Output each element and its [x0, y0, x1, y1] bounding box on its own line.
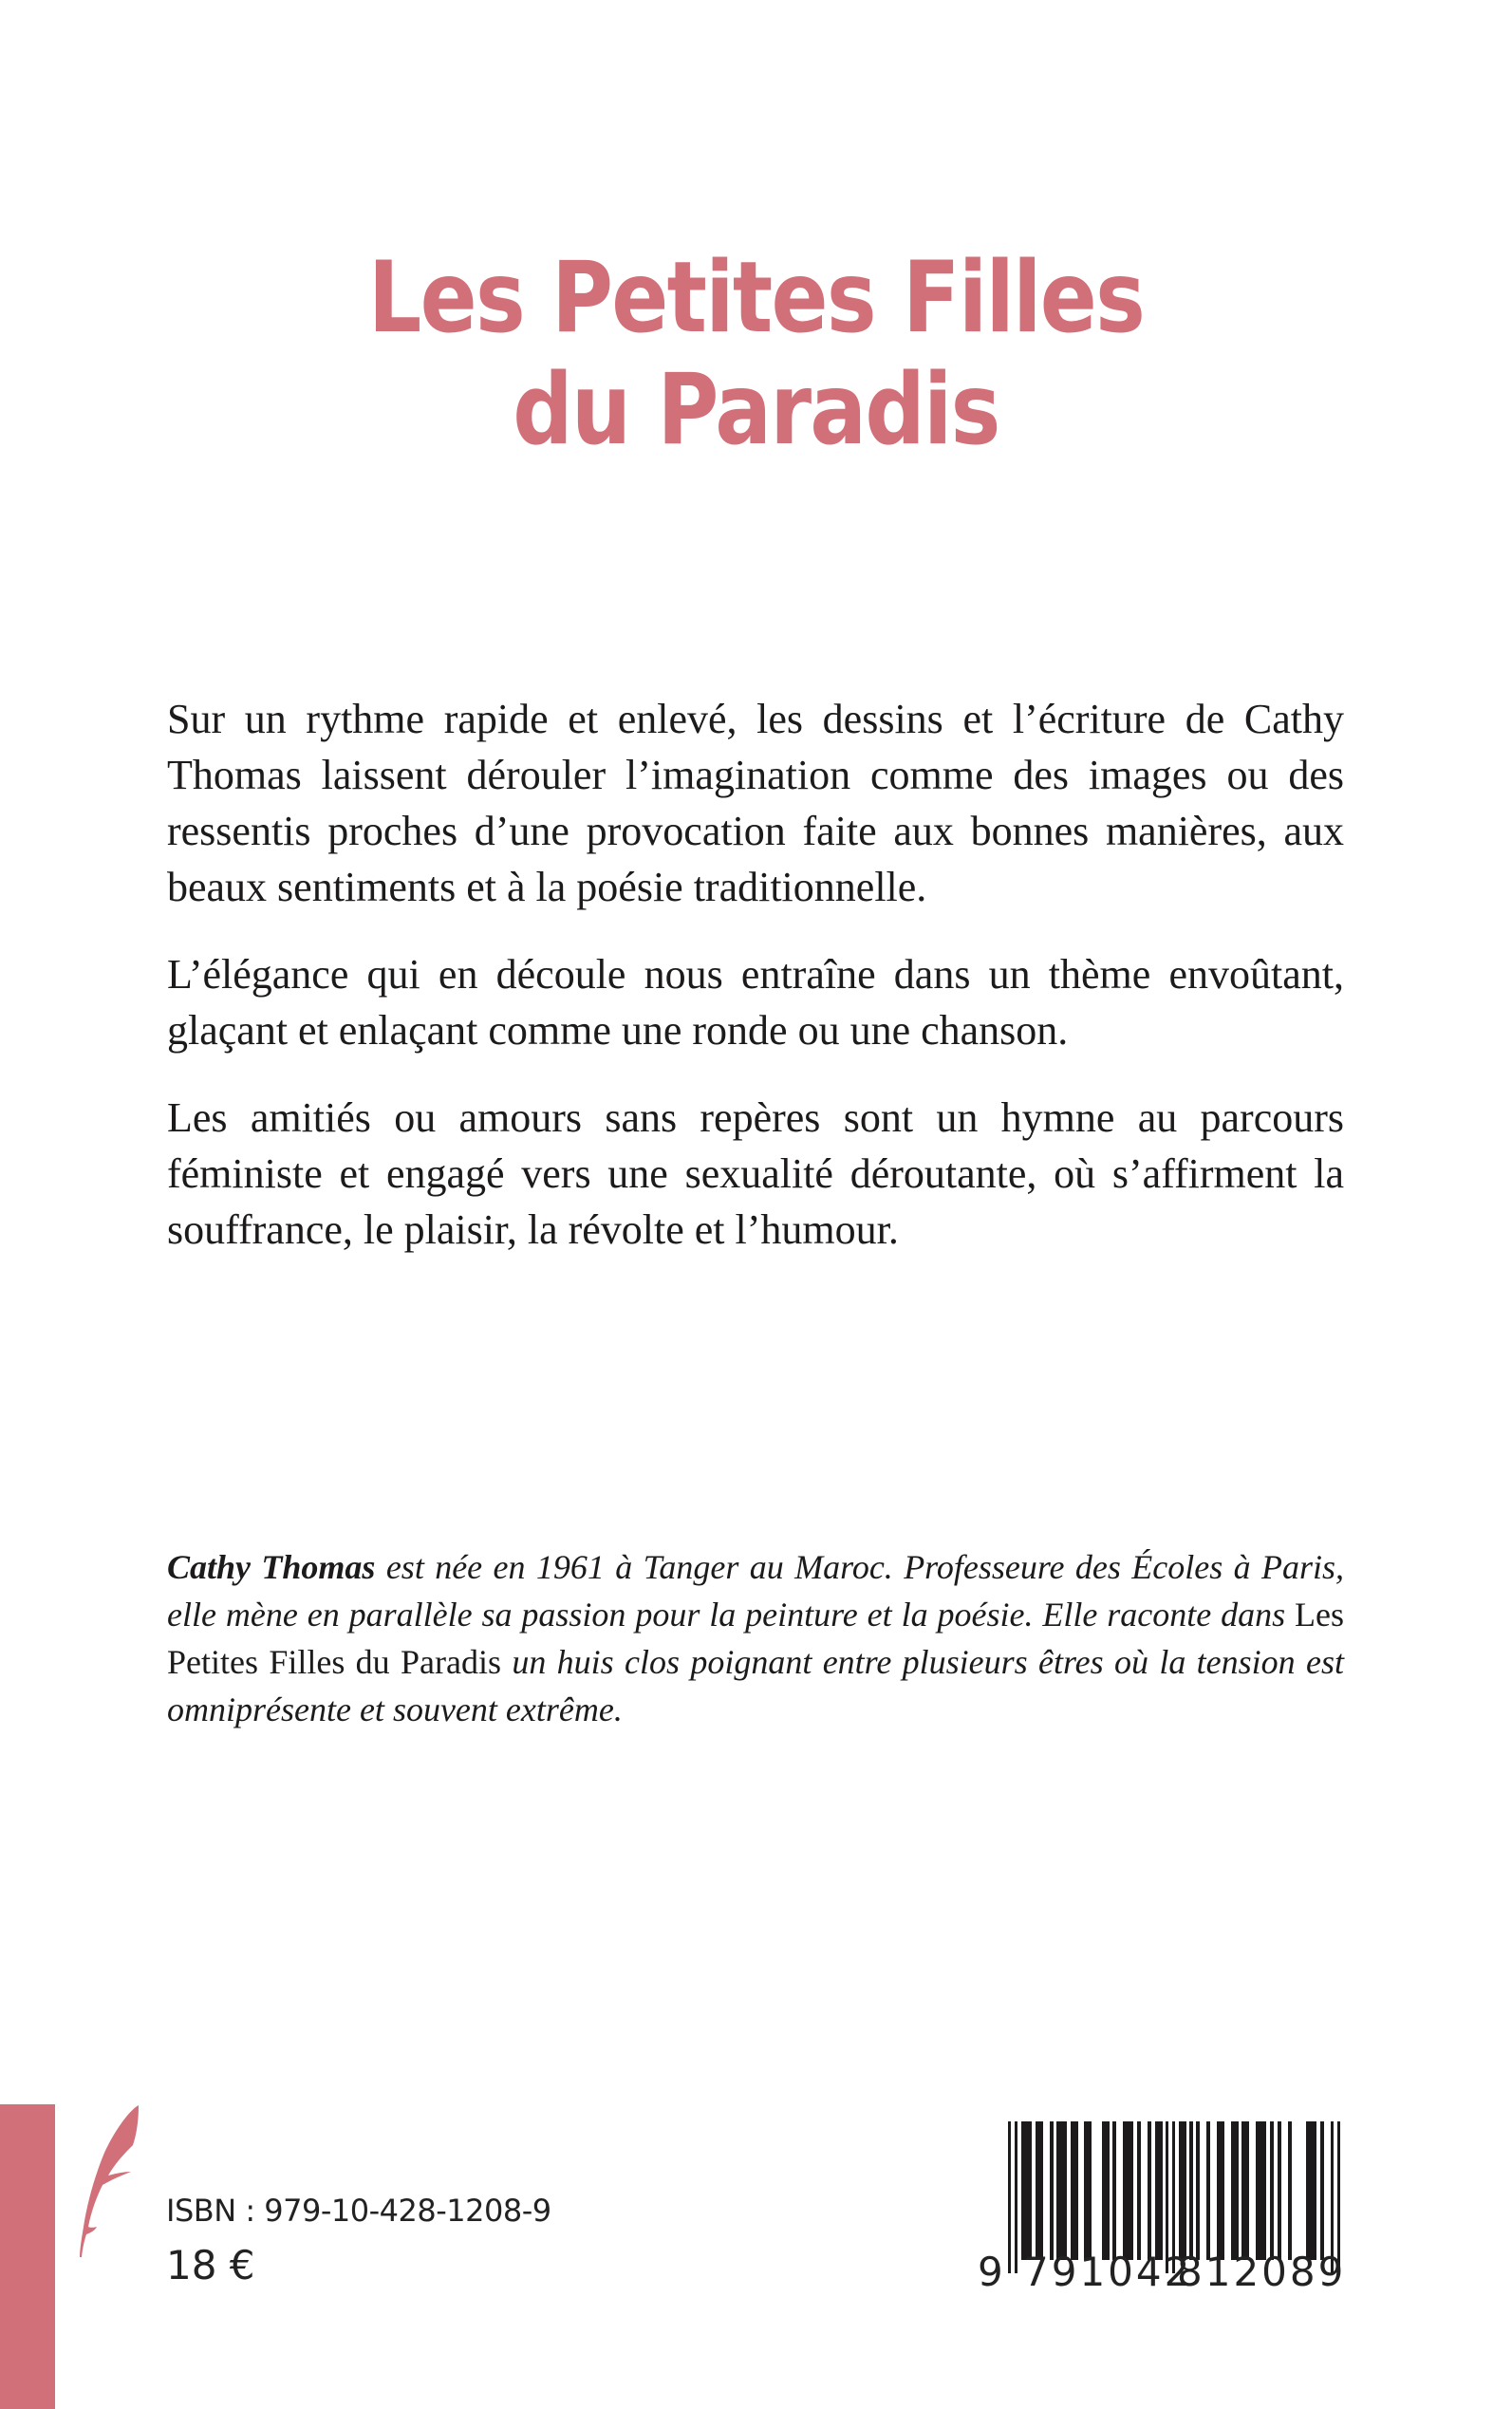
bio-book-title: Les Petites Filles du Paradis [167, 1596, 1344, 1681]
barcode-digits-left: 791042 [1023, 2249, 1193, 2295]
barcode-digit-first: 9 [978, 2249, 1003, 2295]
back-cover-blurb [167, 691, 1344, 1289]
book-title [106, 242, 1407, 466]
accent-side-bar [0, 2104, 55, 2409]
author-name: Cathy Thomas [167, 1548, 376, 1586]
price-label: 18 € [166, 2242, 255, 2288]
title-line-2: du Paradis [513, 353, 999, 467]
isbn-label: ISBN : 979-10-428-1208-9 [166, 2193, 551, 2229]
feather-icon [74, 2103, 150, 2261]
title-line-1: Les Petites Filles [367, 241, 1145, 355]
barcode-digits-right: 812089 [1177, 2249, 1347, 2295]
blurb-paragraph: Les amitiés ou amours sans repères sont un hymne au parcours féministe et engagé vers une sexualité déroutante, où s’affirment la souffrance, le plaisir, la révolte et l’humour. [167, 1094, 1344, 1253]
bio-text-2: un huis clos poignant entre plusieurs êtres où la tension est omniprésente et souvent extrême. [167, 1643, 1344, 1728]
blurb-paragraph: L’élégance qui en découle nous entraîne dans un thème envoûtant, glaçant et enlaçant comme une ronde ou une chanson. [167, 951, 1344, 1054]
bio-text-1: est née en 1961 à Tanger au Maroc. Professeure des Écoles à Paris, elle mène en parallèle sa passion pour la peinture et la poésie. Elle raconte dans [167, 1548, 1344, 1634]
author-bio [167, 1543, 1344, 1733]
blurb-paragraph: Sur un rythme rapide et enlevé, les dessins et l’écriture de Cathy Thomas laissent dérouler l’imagination comme des images ou des ressentis proches d’une provocation faite aux bonnes manières, aux beaux sentiments et à la poésie traditionnelle. [167, 696, 1344, 910]
